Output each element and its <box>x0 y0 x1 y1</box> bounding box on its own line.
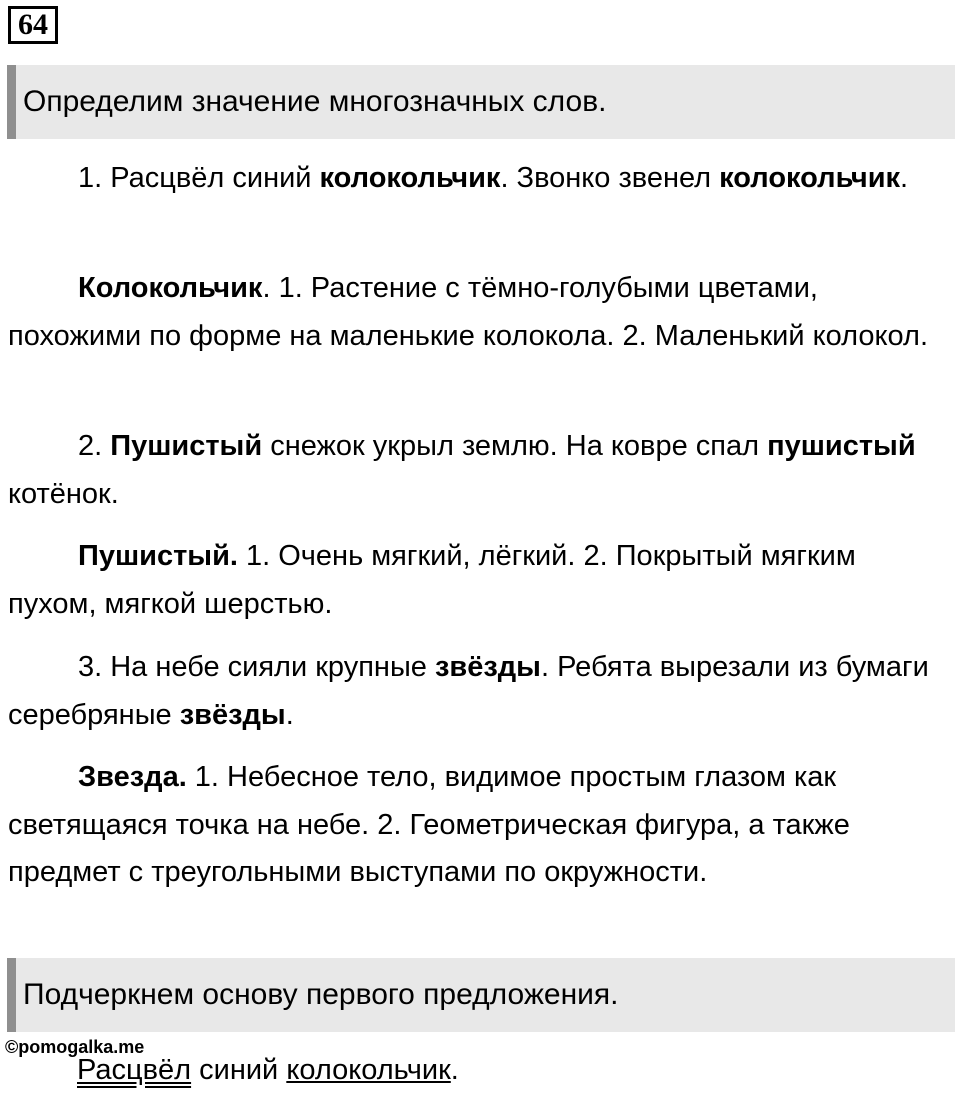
example-sentence-3 <box>8 644 948 739</box>
definition-3 <box>8 754 948 897</box>
defined-word: Пушистый. <box>78 540 238 572</box>
bold-word: пушистый <box>767 430 916 462</box>
text-fragment: 1. Расцвёл синий <box>78 162 320 194</box>
bold-word: колокольчик <box>719 162 901 194</box>
text-fragment: синий <box>191 1054 287 1086</box>
text-fragment: котёнок. <box>8 477 119 510</box>
defined-word: Звезда. <box>78 761 187 793</box>
bold-word: звёзды <box>434 651 541 683</box>
text-fragment: снежок укрыл землю. На ковре спал <box>262 430 768 462</box>
banner-text: Подчеркнем основу первого предложения. <box>23 978 619 1011</box>
text-fragment: . <box>450 1054 459 1086</box>
task-number: 64 <box>8 6 58 44</box>
predicate-word: Расцвёл <box>77 1054 192 1086</box>
definition-2 <box>8 533 948 628</box>
definition-text: 1. Небесное тело, видимое простым глазом как светящаяся точка на небе. 2. Геометрическая фигура, а также предмет с треугольными выступами по окружности. <box>8 761 850 888</box>
text-fragment: 2. <box>78 430 111 462</box>
bold-word: колокольчик <box>319 162 501 194</box>
example-sentence-1 <box>8 155 948 203</box>
bold-word: звёзды <box>179 698 286 731</box>
definition-text: . 1. Растение с тёмно-голубыми цветами, похожими по форме на маленькие колокола. 2. Маленький колокол. <box>8 272 928 352</box>
bold-word: Пушистый <box>110 430 263 462</box>
text-fragment: . Ребята вырезали из бумаги серебряные <box>8 651 929 731</box>
parsed-sentence <box>77 1050 459 1090</box>
text-fragment: . Звонко звенел <box>500 162 720 194</box>
definition-text: 1. Очень мягкий, лёгкий. 2. Покрытый мягким пухом, мягкой шерстью. <box>8 540 856 620</box>
banner-text: Определим значение многозначных слов. <box>23 85 607 118</box>
section-banner-grammar <box>7 958 955 1032</box>
text-fragment: 3. На небе сияли крупные <box>78 651 435 683</box>
subject-word: колокольчик <box>286 1054 451 1086</box>
section-banner-definitions <box>7 65 955 139</box>
watermark: ©pomogalka.me <box>5 1037 145 1057</box>
text-fragment: . <box>900 162 909 194</box>
example-sentence-2 <box>8 423 948 518</box>
definition-1 <box>8 265 948 360</box>
text-fragment: . <box>285 698 294 731</box>
defined-word: Колокольчик <box>78 272 263 304</box>
